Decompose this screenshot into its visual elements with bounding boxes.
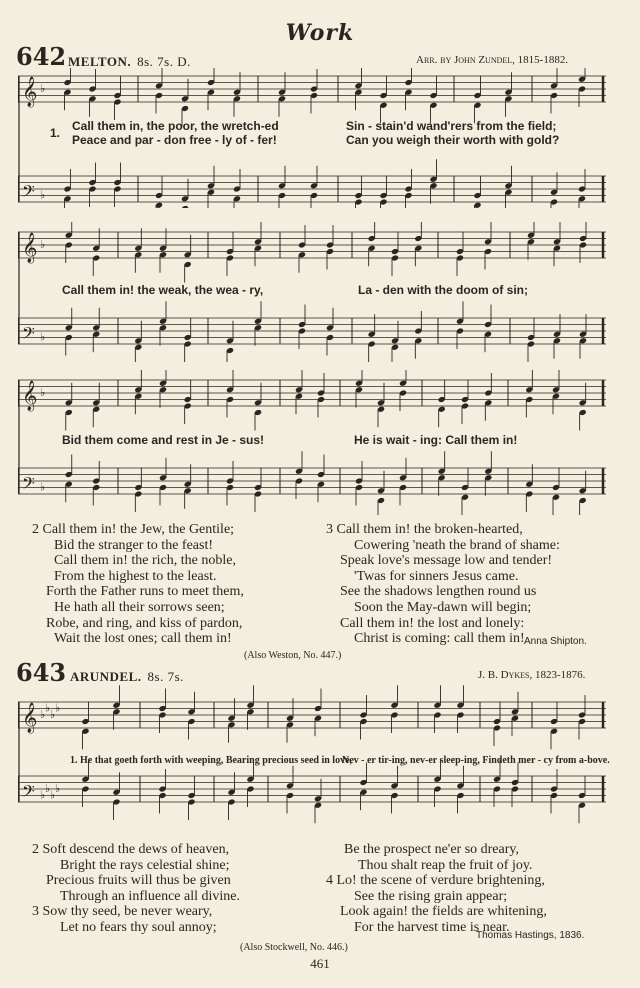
svg-text:𝄢: 𝄢	[22, 473, 35, 497]
verse-line: Precious fruits will thus be given	[46, 873, 231, 889]
svg-text:♭: ♭	[40, 480, 46, 494]
verse-line: Look again! the fields are whitening,	[340, 904, 547, 920]
composer-credit-642: Arr. by John Zundel, 1815-1882.	[416, 54, 569, 66]
svg-text:♭: ♭	[45, 782, 51, 795]
svg-text:♭: ♭	[40, 386, 46, 399]
svg-text:♭: ♭	[40, 708, 46, 721]
verses-left-642	[32, 522, 244, 647]
lyric-line: La - den with the doom of sin;	[358, 283, 528, 297]
svg-text:♭: ♭	[50, 788, 56, 802]
verse-line: Bright the rays celestial shine;	[60, 857, 230, 873]
verse-line: Christ is coming: call them in!	[354, 631, 525, 647]
verse-line: Soon the May-dawn will begin;	[354, 599, 532, 615]
hymn-number-642: 642	[16, 42, 67, 71]
svg-text:♭: ♭	[40, 238, 46, 251]
verse-line: Robe, and ring, and kiss of pardon,	[46, 615, 243, 631]
svg-text:♭: ♭	[40, 82, 46, 95]
verse-line: Speak love's message low and tender!	[340, 553, 553, 569]
lyric-line: Call them in, the poor, the wretch-ed	[72, 119, 279, 133]
verse-line: 2 Soft descend the dews of heaven,	[32, 842, 230, 857]
meter-label: 8s. 7s. D.	[137, 54, 191, 69]
also-tune-note-643: (Also Stockwell, No. 446.)	[240, 942, 348, 953]
tune-label: ARUNDEL.	[70, 669, 142, 684]
verse-line: See the rising grain appear;	[354, 888, 508, 904]
lyric-line: Call them in! the weak, the wea - ry,	[62, 283, 264, 297]
verse-line: Cowering 'neath the brand of shame:	[354, 537, 560, 553]
verse-line: Forth the Father runs to meet them,	[46, 584, 244, 600]
verse-line: Call them in! the lost and lonely:	[340, 615, 525, 631]
lyric-line: 1. He that goeth forth with weeping, Bearing precious seed in love,	[70, 755, 353, 766]
verse-line: 3 Sow thy seed, be never weary,	[32, 904, 213, 920]
svg-text:𝄢: 𝄢	[22, 781, 35, 805]
also-tune-note-642: (Also Weston, No. 447.)	[244, 650, 342, 661]
verse-line: From the highest to the least.	[54, 568, 217, 584]
tune-label: MELTON.	[68, 54, 132, 69]
verse-line: Let no fears thy soul annoy;	[60, 919, 217, 935]
verses-right-642	[326, 522, 560, 647]
verse-line: 'Twas for sinners Jesus came.	[354, 568, 519, 584]
lyric-line: He is wait - ing: Call them in!	[354, 433, 518, 447]
tune-name-arundel	[70, 669, 184, 685]
svg-text:𝄢: 𝄢	[22, 323, 35, 347]
svg-text:♭: ♭	[45, 701, 51, 715]
lyric-line: Peace and par - don free - ly of - fer!	[72, 133, 277, 147]
verse-line: He hath all their sorrows seen;	[54, 599, 225, 615]
lyric-line: Can you weigh their worth with gold?	[346, 133, 560, 147]
lyric-line: Sin - stain'd wand'rers from the field;	[346, 119, 557, 133]
verse-line: 2 Call them in! the Jew, the Gentile;	[32, 522, 235, 537]
author-credit-643: Thomas Hastings, 1836.	[476, 930, 585, 941]
verse-line: Through an influence all divine.	[60, 888, 240, 904]
verses-right-643	[326, 842, 547, 936]
lyric-line: Nev - er tir-ing, nev-er sleep-ing, Findeth mer - cy from a-bove.	[342, 755, 610, 766]
author-credit-642: Anna Shipton.	[524, 636, 587, 647]
verse-line: Thou shalt reap the fruit of joy.	[358, 857, 533, 873]
meter-label: 8s. 7s.	[147, 669, 184, 684]
svg-text:𝄢: 𝄢	[22, 181, 35, 205]
verse-line: Bid the stranger to the feast!	[54, 537, 214, 553]
composer-credit-643: J. B. Dykes, 1823-1876.	[478, 669, 586, 681]
svg-text:𝄞: 𝄞	[22, 381, 38, 411]
verse-line: For the harvest time is near.	[354, 919, 510, 935]
verse-line: See the shadows lengthen round us	[340, 584, 537, 600]
page-number: 461	[310, 956, 330, 971]
verse-line: Wait the lost ones; call them in!	[54, 631, 232, 647]
svg-text:♭: ♭	[40, 188, 46, 202]
verse-line: 3 Call them in! the broken-hearted,	[326, 522, 523, 537]
verse-line: Call them in! the rich, the noble,	[54, 553, 236, 569]
svg-text:♭: ♭	[55, 782, 61, 795]
svg-text:♭: ♭	[50, 708, 56, 721]
stanza-number: 1.	[50, 126, 61, 140]
verse-line: Be the prospect ne'er so dreary,	[344, 842, 519, 857]
svg-text:𝄞: 𝄞	[22, 233, 38, 263]
svg-text:♭: ♭	[40, 330, 46, 344]
lyric-line: Bid them come and rest in Je - sus!	[62, 433, 265, 447]
svg-text:♭: ♭	[40, 788, 46, 802]
section-title: Work	[285, 20, 355, 46]
verse-line: 4 Lo! the scene of verdure brightening,	[326, 873, 545, 889]
svg-text:𝄞: 𝄞	[22, 77, 38, 107]
svg-text:𝄞: 𝄞	[22, 703, 38, 733]
svg-text:♭: ♭	[55, 701, 61, 715]
verses-left-643	[32, 842, 240, 936]
hymn-number-643: 643	[16, 658, 67, 687]
